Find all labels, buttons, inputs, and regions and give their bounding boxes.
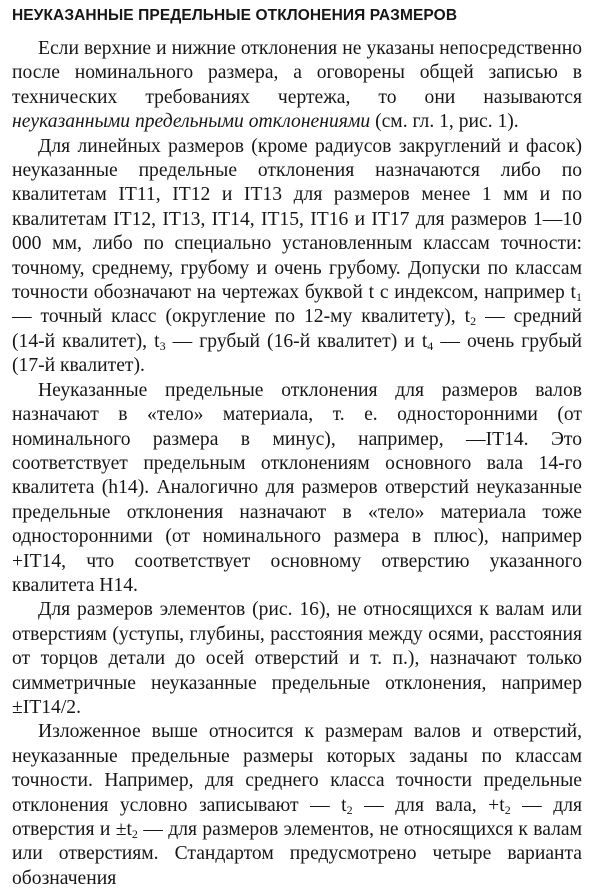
shaft-tolerance-text: — для вала, + [352, 794, 500, 816]
linear-dimensions-text: Для линейных размеров (кроме радиусов закруглений и фасок) неуказанные предельные отклонения назначаются либо по квалитетам IT11, IT12 и IT13 для размеров менее 1 мм и по квалитетам IT12, IT13, IT14, IT15, IT16 и IT17 для размеров 1—10 000 мм, либо по специально установленным классам точности: точному, среднему, грубому и очень грубому. Допуски по классам точности обозначают на чертежах буквой t с индексом, например [12, 135, 582, 304]
class-t2-text: — средний (14-й квалитет), [12, 306, 582, 352]
paragraph-shafts-holes: Неуказанные предельные отклонения для размеров валов назначают в «тело» материала, т. е. односторонними (от номинального размера в минус), например, —IT14. Это соответствует предельным отклонениям основного вала 14-го квалитета (h14). Аналогично для размеров отверстий неуказанные предельные отклонения назначают в «тело» материала тоже односторонними (от номинального размера в плюс), например +IT14, что соответствует основному отверстию указанного квалитета H14. [12, 379, 582, 596]
hole-tolerance-symbol: $t_2$ [499, 794, 511, 817]
paragraph-definition-text-start: Если верхние и нижние отклонения не указаны непосредственно после номинального размера, а оговорены общей записью в технических требованиях чертежа, то они называются [12, 38, 582, 108]
symmetric-tolerance-symbol: $t_2$ [126, 819, 138, 841]
symmetric-tolerance-text: — для размеров элементов, не относящихся к валам или отверстиям. Стандартом предусмотрено четыре варианта обозначения [12, 819, 582, 889]
designation-text: Изложенное выше относится к размерам валов и отверстий, неуказанные предельные размеры которых заданы по классам точности. Например, для среднего класса точности предельные отклонения условно записывают — [12, 721, 582, 816]
class-t3-text: — грубый (16-й квалитет) и [165, 330, 422, 352]
class-t1-text: — точный класс (округление по 12-му квалитету), [12, 306, 465, 328]
class-t4-symbol: $t_4$ [421, 330, 434, 353]
paragraph-linear-dimensions [12, 135, 582, 379]
class-t3-symbol: $t_3$ [154, 330, 166, 353]
shaft-tolerance-symbol: $t_2$ [341, 794, 353, 817]
paragraph-definition-text-end: (см. гл. 1, рис. 1). [370, 111, 519, 133]
paragraph-other-elements: Для размеров элементов (рис. 16), не относящихся к валам или отверстиям (уступы, глубины, расстояния между осями, расстояния от торцов детали до осей отверстий и т. п.), назначают только симметричные неуказанные предельные отклонения, например ±IT14/2. [12, 599, 582, 718]
paragraph-designation-variants [12, 720, 582, 891]
defined-term: неуказанными предельными отклонениями [12, 111, 371, 133]
class-t4-text: — очень грубый (17-й квалитет). [12, 330, 582, 377]
hole-tolerance-text: — для отверстия и ± [12, 794, 583, 840]
class-t1-symbol: $t_1$ [570, 282, 582, 305]
paragraph-definition [12, 37, 582, 135]
class-t2-symbol: $t_2$ [464, 306, 477, 329]
section-heading: НЕУКАЗАННЫЕ ПРЕДЕЛЬНЫЕ ОТКЛОНЕНИЯ РАЗМЕРОВ [12, 7, 458, 24]
